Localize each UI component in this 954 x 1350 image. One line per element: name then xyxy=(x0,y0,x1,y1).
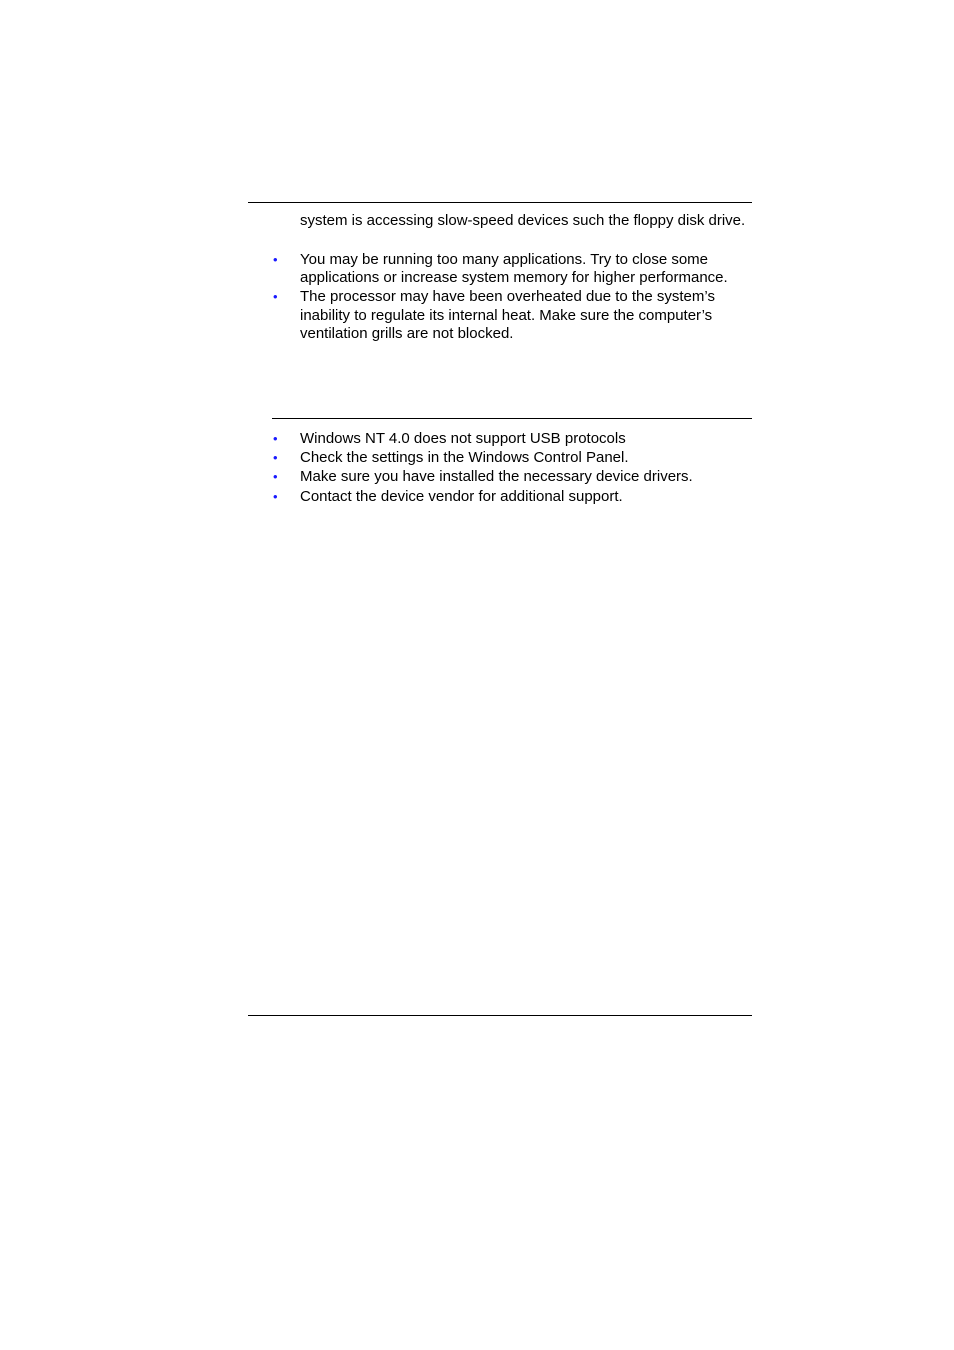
footer-rule xyxy=(248,1015,752,1016)
troubleshooting-list-usb xyxy=(273,429,752,508)
list-item-text: Check the settings in the Windows Control Panel. xyxy=(300,448,629,466)
list-item xyxy=(273,448,752,468)
list-item-text: The processor may have been overheated due to the system’s inability to regulate its internal heat. Make sure the computer’s ventilation grills are not blocked. xyxy=(300,287,715,343)
list-item xyxy=(273,287,752,344)
troubleshooting-list-slow xyxy=(273,250,752,345)
bullet-icon: • xyxy=(273,449,278,465)
list-item xyxy=(273,250,752,288)
list-item xyxy=(273,487,752,507)
bullet-icon: • xyxy=(273,488,278,504)
list-item-text: You may be running too many applications. Try to close some applications or increase system memory for higher performance. xyxy=(300,250,728,287)
header-rule xyxy=(248,202,752,203)
section-divider xyxy=(272,418,752,419)
list-item xyxy=(273,468,752,487)
list-item-text: Make sure you have installed the necessary device drivers. xyxy=(300,468,693,486)
bullet-icon: • xyxy=(273,430,278,446)
list-item xyxy=(273,429,752,449)
list-item-text: Windows NT 4.0 does not support USB protocols xyxy=(300,429,626,447)
continued-paragraph: system is accessing slow-speed devices such the floppy disk drive. xyxy=(300,212,746,229)
bullet-icon: • xyxy=(273,251,278,267)
list-item-text: Contact the device vendor for additional support. xyxy=(300,487,623,505)
bullet-icon: • xyxy=(273,469,278,485)
bullet-icon: • xyxy=(273,288,278,304)
